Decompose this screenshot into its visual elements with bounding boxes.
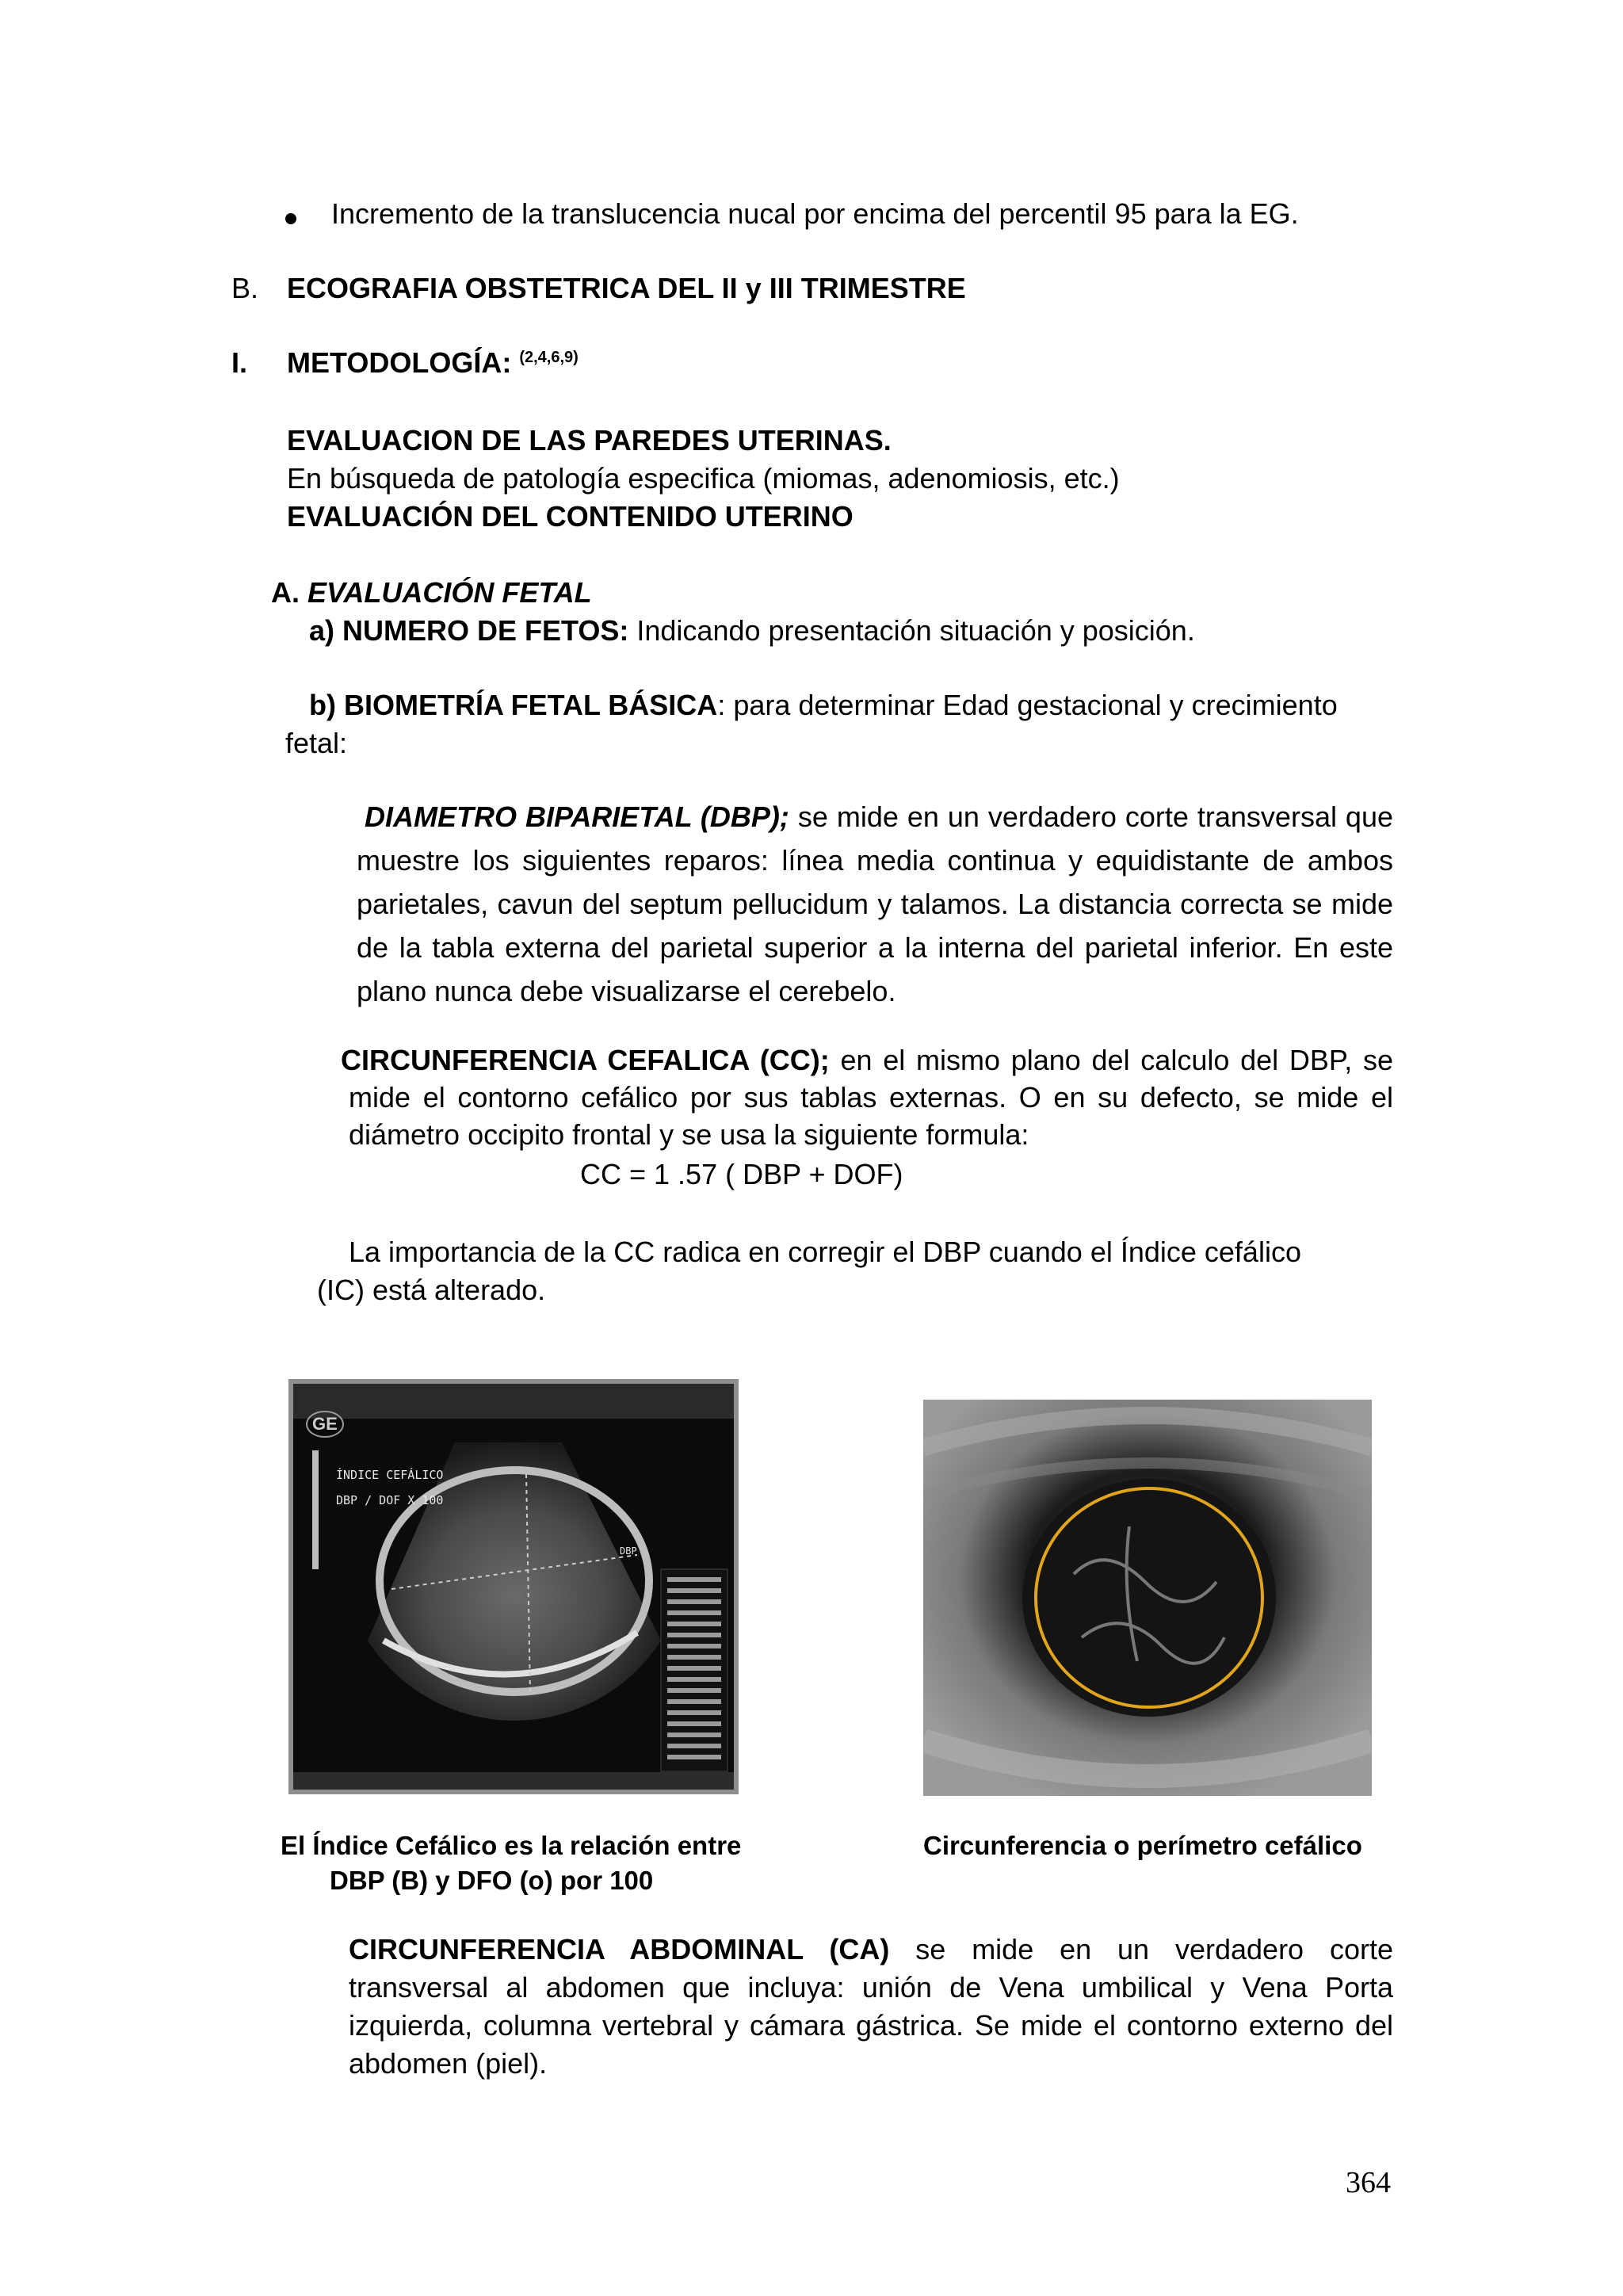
cc-label: CIRCUNFERENCIA CEFALICA (CC); (341, 1044, 830, 1076)
biometria-text: : para determinar Edad gestacional y crecimiento (717, 689, 1338, 721)
overlay-dbp-label: DBP (620, 1545, 637, 1557)
fetal-heading (271, 575, 592, 609)
cc-paragraph (341, 1041, 1393, 1153)
bullet-item-text: Incremento de la translucencia nucal por encima del percentil 95 para la EG. (331, 197, 1299, 230)
importancia-line1: La importancia de la CC radica en corregir el DBP cuando el Índice cefálico (349, 1236, 1301, 1268)
ultrasound-right-svg (923, 1400, 1372, 1796)
ca-label: CIRCUNFERENCIA ABDOMINAL (CA) (349, 1933, 890, 1966)
biometria-line (309, 688, 1338, 722)
biometria-cont: fetal: (285, 727, 348, 759)
ge-logo: GE (306, 1411, 344, 1438)
caption-right: Circunferencia o perímetro cefálico (923, 1831, 1362, 1860)
dbp-label: DIAMETRO BIPARIETAL (DBP); (365, 800, 789, 833)
section-i-title: METODOLOGÍA: (287, 346, 512, 379)
ca-text: se mide en un verdadero corte transversal al abdomen que incluya: unión de Vena umbilical y Vena Porta izquierda, columna vertebral y cámara gástrica. Se mide el contorno externo del abdomen (piel). (349, 1933, 1393, 2080)
importancia-line2: (IC) está alterado. (317, 1274, 546, 1306)
paredes-title: EVALUACION DE LAS PAREDES UTERINAS. (287, 424, 892, 457)
biometria-label: b) BIOMETRÍA FETAL BÁSICA (309, 689, 718, 721)
section-i-heading (287, 346, 579, 380)
paredes-text: En búsqueda de patología especifica (miomas, adenomiosis, etc.) (287, 462, 1120, 495)
page-number: 364 (1346, 2166, 1391, 2199)
fetal-letter: A. (271, 576, 300, 609)
dbp-paragraph (357, 795, 1393, 1013)
section-b-letter: B. (231, 272, 259, 304)
contenido-title: EVALUACIÓN DEL CONTENIDO UTERINO (287, 500, 854, 533)
ultrasound-circunferencia-image (923, 1400, 1372, 1796)
cc-formula: CC = 1 .57 ( DBP + DOF) (580, 1158, 903, 1190)
overlay-title: ÍNDICE CEFÁLICO (336, 1468, 444, 1482)
dbp-text: se mide en un verdadero corte transversal que muestre los siguientes reparos: línea media continua y equidistante de ambos parietales, cavun del septum pellucidum y talamos. La distancia correcta se mide de la tabla externa del parietal superior a la interna del parietal inferior. En este plano nunca debe visualizarse el cerebelo. (357, 800, 1393, 1007)
section-i-refs: (2,4,6,9) (519, 349, 579, 366)
fetal-title: EVALUACIÓN FETAL (307, 576, 592, 609)
caption-left-line1: El Índice Cefálico es la relación entre (281, 1831, 742, 1860)
ultrasound-left-svg (288, 1379, 739, 1794)
section-b-title: ECOGRAFIA OBSTETRICA DEL II y III TRIMESTRE (287, 272, 966, 304)
caption-left-line2: DBP (B) y DFO (o) por 100 (330, 1866, 654, 1895)
section-i-numeral: I. (231, 346, 248, 379)
bullet-marker (285, 200, 296, 234)
numero-fetos-text: Indicando presentación situación y posición. (636, 614, 1195, 647)
numero-fetos-label: a) NUMERO DE FETOS: (309, 614, 629, 647)
ultrasound-indice-cefalico-image (288, 1379, 739, 1794)
overlay-formula: DBP / DOF X 100 (336, 1493, 444, 1507)
numero-fetos-line (309, 613, 1195, 648)
ca-paragraph (349, 1931, 1393, 2083)
cc-text: en el mismo plano del calculo del DBP, se mide el contorno cefálico por sus tablas externas. O en su defecto, se mide el diámetro occipito frontal y se usa la siguiente formula: (349, 1044, 1393, 1151)
